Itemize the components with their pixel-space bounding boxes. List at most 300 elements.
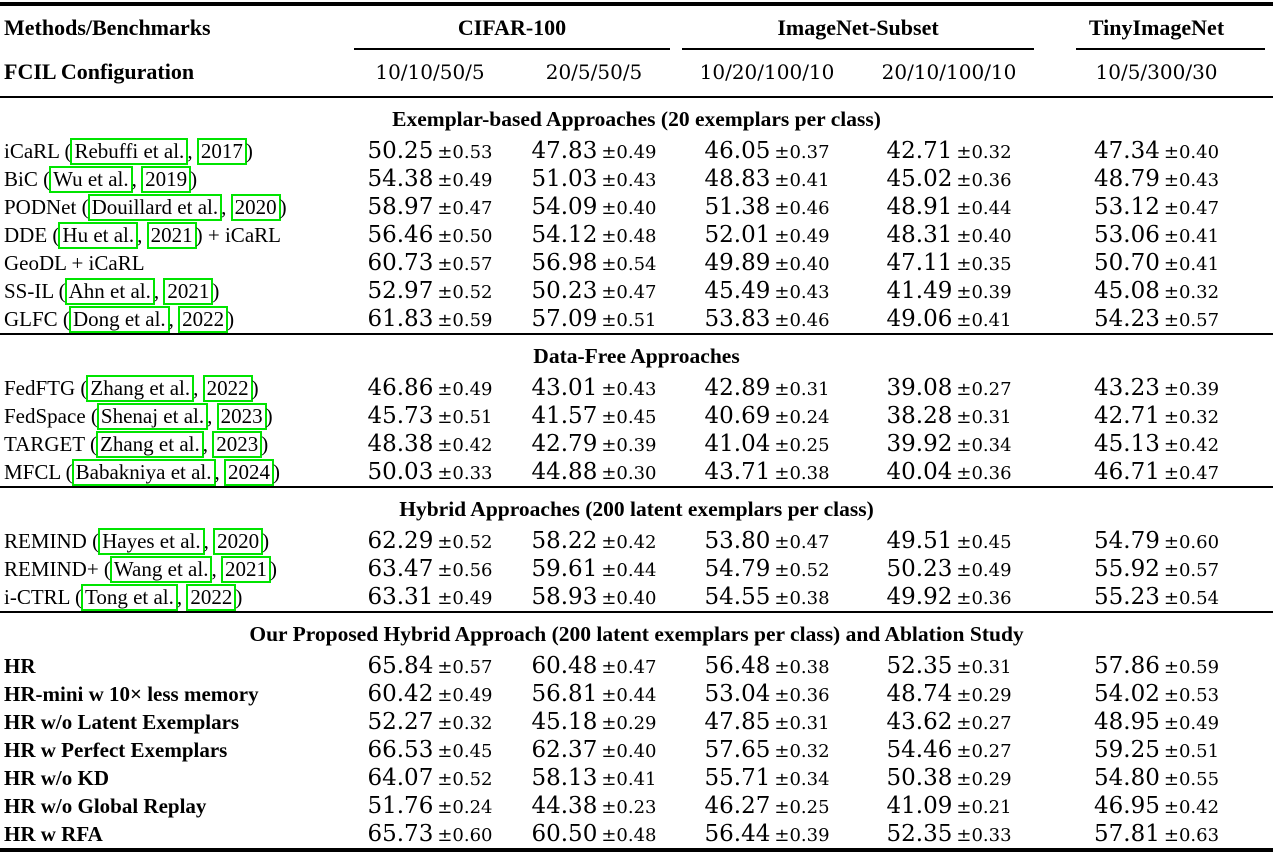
method-text: ) (262, 528, 270, 553)
mean-value: 62.37 (531, 737, 598, 763)
mean-value: 58.93 (531, 584, 598, 610)
mean-value: 56.46 (367, 222, 434, 248)
method-text: , (153, 278, 165, 303)
mean-value: 46.86 (367, 375, 434, 401)
mean-value: 60.73 (367, 250, 434, 276)
mean-value: 65.73 (367, 821, 434, 847)
result-cell (858, 680, 1040, 708)
table-head (0, 4, 1273, 97)
std-value: ±0.41 (774, 170, 830, 191)
method-text: ) (279, 194, 287, 219)
std-value: ±0.51 (601, 310, 657, 331)
std-value: ±0.44 (601, 685, 657, 706)
table-row (0, 652, 1273, 680)
mean-value: 54.46 (886, 737, 953, 763)
method-text: FedSpace ( (4, 403, 98, 428)
result-cell (676, 555, 858, 583)
config-imagenet-1: 10/20/100/10 (699, 60, 835, 84)
results-table (0, 2, 1273, 852)
std-value: ±0.31 (774, 379, 830, 400)
result-cell (1040, 820, 1273, 850)
result-cell (512, 736, 676, 764)
method-text: HR w RFA (4, 821, 103, 846)
std-value: ±0.54 (1163, 588, 1220, 609)
method-text: , (131, 166, 143, 191)
mean-value: 42.71 (1094, 403, 1160, 429)
std-value: ±0.40 (601, 198, 657, 219)
mean-value: 43.23 (1094, 375, 1160, 401)
result-cell (858, 430, 1040, 458)
citation-link[interactable]: 2022 (203, 375, 253, 402)
mean-value: 45.13 (1094, 431, 1160, 457)
std-value: ±0.32 (1163, 407, 1220, 428)
std-value: ±0.49 (601, 142, 657, 163)
method-cell (0, 764, 348, 792)
method-text: DDE ( (4, 222, 60, 247)
mean-value: 43.71 (704, 459, 771, 485)
result-cell (1040, 708, 1273, 736)
mean-value: 56.98 (531, 250, 598, 276)
std-value: ±0.60 (1163, 532, 1220, 553)
std-value: ±0.45 (601, 407, 657, 428)
std-value: ±0.52 (437, 532, 493, 553)
citation-link[interactable]: 2019 (141, 166, 191, 193)
std-value: ±0.59 (437, 310, 493, 331)
result-cell (512, 277, 676, 305)
std-value: ±0.24 (774, 407, 830, 428)
mean-value: 62.29 (367, 528, 434, 554)
std-value: ±0.53 (1163, 685, 1220, 706)
mean-value: 47.83 (531, 138, 598, 164)
method-text: ) (212, 278, 220, 303)
mean-value: 49.92 (886, 584, 953, 610)
mean-value: 40.04 (886, 459, 953, 485)
citation-link[interactable]: Zhang et al. (86, 375, 194, 402)
citation-link[interactable]: Tong et al. (81, 584, 178, 611)
result-cell (676, 221, 858, 249)
result-cell (676, 652, 858, 680)
table-row (0, 736, 1273, 764)
mean-value: 46.05 (704, 138, 771, 164)
result-cell (1040, 527, 1273, 555)
std-value: ±0.24 (437, 797, 493, 818)
method-text: ) (265, 403, 273, 428)
mean-value: 48.83 (704, 166, 771, 192)
std-value: ±0.57 (1163, 560, 1220, 581)
std-value: ±0.42 (437, 435, 493, 456)
std-value: ±0.40 (1163, 142, 1220, 163)
std-value: ±0.44 (956, 198, 1012, 219)
tinyimagenet-group-header (1040, 4, 1273, 50)
result-cell (1040, 458, 1273, 487)
std-value: ±0.41 (601, 769, 657, 790)
method-text: ) (227, 306, 235, 331)
mean-value: 40.69 (704, 403, 771, 429)
std-value: ±0.40 (774, 254, 830, 275)
std-value: ±0.46 (774, 198, 830, 219)
std-value: ±0.29 (956, 769, 1012, 790)
std-value: ±0.25 (774, 435, 830, 456)
table-row (0, 680, 1273, 708)
std-value: ±0.42 (1163, 435, 1220, 456)
method-cell (0, 555, 348, 583)
citation-link[interactable]: Hu et al. (58, 222, 138, 249)
std-value: ±0.49 (437, 588, 493, 609)
table-row (0, 165, 1273, 193)
result-cell (348, 764, 512, 792)
section-header-row (0, 334, 1273, 374)
std-value: ±0.41 (956, 310, 1012, 331)
result-cell (1040, 555, 1273, 583)
result-cell (858, 402, 1040, 430)
result-cell (348, 249, 512, 277)
result-cell (512, 583, 676, 612)
result-cell (348, 402, 512, 430)
methods-benchmarks-header: Methods/Benchmarks (4, 15, 211, 40)
mean-value: 48.74 (886, 681, 953, 707)
method-text: , (207, 403, 218, 428)
result-cell (676, 430, 858, 458)
mean-value: 54.12 (531, 222, 598, 248)
citation-link[interactable]: 2023 (217, 403, 267, 430)
result-cell (348, 652, 512, 680)
citation-link[interactable]: Shenaj et al. (97, 403, 208, 430)
result-cell (676, 458, 858, 487)
std-value: ±0.45 (956, 532, 1012, 553)
citation-link[interactable]: Wu et al. (49, 166, 133, 193)
table-row (0, 708, 1273, 736)
mean-value: 54.80 (1094, 765, 1160, 791)
std-value: ±0.42 (1163, 797, 1220, 818)
result-cell (348, 527, 512, 555)
result-cell (348, 583, 512, 612)
std-value: ±0.37 (774, 142, 830, 163)
method-cell (0, 277, 348, 305)
result-cell (512, 792, 676, 820)
std-value: ±0.36 (956, 170, 1012, 191)
mean-value: 50.38 (886, 765, 953, 791)
mean-value: 45.08 (1094, 278, 1160, 304)
method-cell (0, 402, 348, 430)
citation-link[interactable]: Ahn et al. (65, 278, 155, 305)
result-cell (348, 165, 512, 193)
result-cell (348, 430, 512, 458)
citation-link[interactable]: 2022 (178, 306, 228, 333)
citation-link[interactable]: Wang et al. (110, 556, 213, 583)
mean-value: 55.71 (704, 765, 771, 791)
citation-link[interactable]: Hayes et al. (98, 528, 205, 555)
method-text: iCaRL ( (4, 138, 72, 163)
method-text: BiC ( (4, 166, 51, 191)
mean-value: 54.23 (1094, 306, 1160, 332)
citation-link[interactable]: 2021 (147, 222, 197, 249)
std-value: ±0.60 (437, 825, 493, 846)
method-text: REMIND+ ( (4, 556, 111, 581)
mean-value: 41.57 (531, 403, 598, 429)
std-value: ±0.39 (774, 825, 830, 846)
mean-value: 47.85 (704, 709, 771, 735)
table-row (0, 792, 1273, 820)
result-cell (858, 374, 1040, 402)
fcil-configuration-header: FCIL Configuration (4, 59, 195, 84)
method-text: GLFC ( (4, 306, 70, 331)
mean-value: 58.22 (531, 528, 598, 554)
result-cell (512, 652, 676, 680)
method-text: SS-IL ( (4, 278, 66, 303)
std-value: ±0.31 (774, 713, 830, 734)
citation-link[interactable]: 2021 (221, 556, 271, 583)
std-value: ±0.29 (956, 685, 1012, 706)
imagenet-subset-label: ImageNet-Subset (777, 15, 939, 40)
result-cell (512, 221, 676, 249)
mean-value: 54.79 (1094, 528, 1160, 554)
std-value: ±0.32 (774, 741, 830, 762)
std-value: ±0.49 (956, 560, 1012, 581)
result-cell (348, 277, 512, 305)
result-cell (348, 736, 512, 764)
method-cell (0, 736, 348, 764)
result-cell (858, 221, 1040, 249)
citation-link[interactable]: 2020 (213, 528, 263, 555)
result-cell (676, 527, 858, 555)
mean-value: 52.01 (704, 222, 771, 248)
mean-value: 60.42 (367, 681, 434, 707)
result-cell (858, 249, 1040, 277)
std-value: ±0.38 (774, 463, 830, 484)
result-cell (1040, 792, 1273, 820)
mean-value: 53.04 (704, 681, 771, 707)
std-value: ±0.39 (1163, 379, 1220, 400)
std-value: ±0.32 (956, 142, 1012, 163)
citation-link[interactable]: Dong et al. (69, 306, 170, 333)
config-tinyimagenet: 10/5/300/30 (1095, 60, 1218, 84)
cifar100-group-header (348, 4, 676, 50)
citation-link[interactable]: 2017 (197, 138, 247, 165)
mean-value: 50.03 (367, 459, 434, 485)
result-cell (858, 708, 1040, 736)
mean-value: 48.95 (1094, 709, 1160, 735)
std-value: ±0.49 (437, 379, 493, 400)
std-value: ±0.36 (956, 463, 1012, 484)
citation-link[interactable]: Douillard et al. (88, 194, 223, 221)
mean-value: 56.81 (531, 681, 598, 707)
std-value: ±0.36 (774, 685, 830, 706)
method-text: , (214, 459, 226, 484)
result-cell (512, 430, 676, 458)
mean-value: 45.49 (704, 278, 771, 304)
result-cell (512, 764, 676, 792)
method-text: , (187, 138, 198, 163)
std-value: ±0.47 (601, 657, 657, 678)
table-row (0, 221, 1273, 249)
section-header-row (0, 97, 1273, 137)
result-cell (348, 305, 512, 334)
result-cell (512, 555, 676, 583)
std-value: ±0.25 (774, 797, 830, 818)
std-value: ±0.40 (956, 226, 1012, 247)
mean-value: 51.03 (531, 166, 598, 192)
citation-link[interactable]: Zhang et al. (96, 431, 204, 458)
std-value: ±0.41 (1163, 226, 1220, 247)
result-cell (348, 708, 512, 736)
mean-value: 51.76 (367, 793, 434, 819)
std-value: ±0.42 (601, 532, 657, 553)
std-value: ±0.51 (437, 407, 493, 428)
method-cell (0, 458, 348, 487)
result-cell (676, 764, 858, 792)
result-cell (858, 652, 1040, 680)
mean-value: 50.25 (367, 138, 434, 164)
mean-value: 60.50 (531, 821, 598, 847)
std-value: ±0.52 (437, 282, 493, 303)
section-header-row (0, 612, 1273, 652)
std-value: ±0.34 (956, 435, 1012, 456)
result-cell (1040, 249, 1273, 277)
result-cell (676, 708, 858, 736)
method-text: FedFTG ( (4, 375, 88, 400)
method-text: ) (235, 584, 243, 609)
std-value: ±0.32 (1163, 282, 1220, 303)
tinyimagenet-label: TinyImageNet (1088, 15, 1225, 40)
mean-value: 54.38 (367, 166, 434, 192)
citation-link[interactable]: Rebuffi et al. (70, 138, 188, 165)
result-cell (512, 374, 676, 402)
mean-value: 48.79 (1094, 166, 1160, 192)
std-value: ±0.41 (1163, 254, 1220, 275)
result-cell (858, 193, 1040, 221)
method-text: HR w/o Global Replay (4, 793, 207, 818)
std-value: ±0.52 (774, 560, 830, 581)
method-text: TARGET ( (4, 431, 98, 456)
method-cell (0, 583, 348, 612)
method-text: ) + iCaRL (195, 222, 281, 247)
result-cell (348, 458, 512, 487)
method-text: HR w/o Latent Exemplars (4, 709, 240, 734)
result-cell (348, 792, 512, 820)
result-cell (512, 305, 676, 334)
method-text: ) (245, 138, 253, 163)
mean-value: 57.81 (1094, 821, 1160, 847)
result-cell (1040, 652, 1273, 680)
method-cell (0, 374, 348, 402)
result-cell (1040, 680, 1273, 708)
config-cifar-2: 20/5/50/5 (545, 60, 643, 84)
std-value: ±0.43 (1163, 170, 1220, 191)
std-value: ±0.23 (601, 797, 657, 818)
std-value: ±0.55 (1163, 769, 1220, 790)
result-cell (1040, 583, 1273, 612)
mean-value: 51.38 (704, 194, 771, 220)
citation-link[interactable]: 2020 (231, 194, 281, 221)
std-value: ±0.49 (1163, 713, 1220, 734)
citation-link[interactable]: Babakniya et al. (72, 459, 216, 486)
std-value: ±0.34 (774, 769, 830, 790)
result-cell (512, 193, 676, 221)
table-row (0, 374, 1273, 402)
std-value: ±0.43 (601, 379, 657, 400)
method-text: , (221, 194, 232, 219)
mean-value: 46.27 (704, 793, 771, 819)
mean-value: 60.48 (531, 653, 598, 679)
result-cell (1040, 165, 1273, 193)
citation-link[interactable]: 2021 (163, 278, 213, 305)
result-cell (858, 458, 1040, 487)
table-row (0, 402, 1273, 430)
mean-value: 53.83 (704, 306, 771, 332)
std-value: ±0.49 (774, 226, 830, 247)
mean-value: 52.35 (886, 821, 953, 847)
result-cell (676, 137, 858, 165)
result-cell (858, 792, 1040, 820)
result-cell (512, 137, 676, 165)
result-cell (1040, 193, 1273, 221)
std-value: ±0.50 (437, 226, 493, 247)
std-value: ±0.43 (774, 282, 830, 303)
table-row (0, 137, 1273, 165)
mean-value: 44.38 (531, 793, 598, 819)
std-value: ±0.39 (956, 282, 1012, 303)
result-cell (858, 555, 1040, 583)
std-value: ±0.52 (437, 769, 493, 790)
method-text: ) (269, 556, 277, 581)
table-row (0, 764, 1273, 792)
result-cell (1040, 221, 1273, 249)
mean-value: 45.18 (531, 709, 598, 735)
mean-value: 43.62 (886, 709, 953, 735)
mean-value: 58.13 (531, 765, 598, 791)
config-imagenet-2: 20/10/100/10 (881, 60, 1017, 84)
mean-value: 49.06 (886, 306, 953, 332)
std-value: ±0.46 (774, 310, 830, 331)
std-value: ±0.36 (956, 588, 1012, 609)
mean-value: 50.23 (886, 556, 953, 582)
mean-value: 46.95 (1094, 793, 1160, 819)
mean-value: 45.73 (367, 403, 434, 429)
method-text: , (137, 222, 148, 247)
table-row (0, 527, 1273, 555)
method-cell (0, 527, 348, 555)
std-value: ±0.44 (601, 560, 657, 581)
std-value: ±0.47 (437, 198, 493, 219)
std-value: ±0.30 (601, 463, 657, 484)
method-cell (0, 305, 348, 334)
mean-value: 47.11 (886, 250, 953, 276)
std-value: ±0.47 (1163, 463, 1220, 484)
mean-value: 54.02 (1094, 681, 1160, 707)
result-cell (858, 527, 1040, 555)
mean-value: 56.44 (704, 821, 771, 847)
mean-value: 55.92 (1094, 556, 1160, 582)
citation-link[interactable]: 2023 (212, 431, 262, 458)
mean-value: 54.55 (704, 584, 771, 610)
result-cell (512, 249, 676, 277)
result-cell (1040, 402, 1273, 430)
mean-value: 42.79 (531, 431, 598, 457)
citation-link[interactable]: 2024 (224, 459, 274, 486)
configuration-header-row (0, 50, 1273, 97)
method-text: GeoDL + iCaRL (4, 250, 145, 275)
std-value: ±0.63 (1163, 825, 1220, 846)
citation-link[interactable]: 2022 (186, 584, 236, 611)
result-cell (348, 555, 512, 583)
method-text: , (176, 584, 188, 609)
result-cell (348, 193, 512, 221)
std-value: ±0.39 (601, 435, 657, 456)
result-cell (512, 165, 676, 193)
section-title: Data-Free Approaches (0, 334, 1273, 374)
section-title: Hybrid Approaches (200 latent exemplars per class) (0, 487, 1273, 527)
imagenet-subset-group-header (676, 4, 1040, 50)
